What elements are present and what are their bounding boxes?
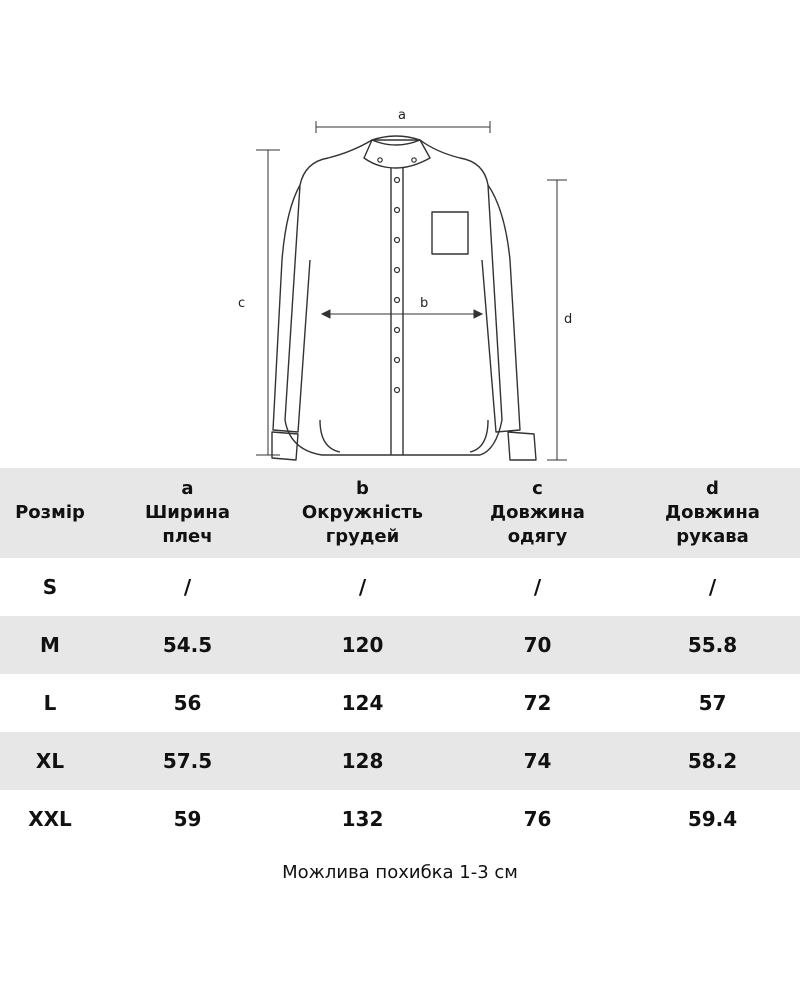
shirt-diagram bbox=[0, 0, 800, 470]
column-title-line1: Довжина bbox=[665, 502, 760, 523]
value-cell-d: 58.2 bbox=[687, 749, 738, 773]
column-header-a bbox=[100, 468, 275, 558]
value-cell-a: 59 bbox=[173, 807, 202, 831]
shirt-drawing bbox=[0, 0, 800, 470]
column-title-line1: Окружність bbox=[301, 502, 424, 523]
column-title-line1: Довжина bbox=[490, 502, 585, 523]
column-header-b bbox=[275, 468, 450, 558]
tolerance-note: Можлива похибка 1-3 см bbox=[282, 862, 518, 883]
value-cell-d: 55.8 bbox=[687, 633, 738, 657]
value-cell-a: 56 bbox=[173, 691, 202, 715]
table-row bbox=[0, 674, 800, 732]
value-cell-b: 128 bbox=[341, 749, 384, 773]
value-cell-a: 54.5 bbox=[162, 633, 213, 657]
table-body bbox=[0, 558, 800, 848]
column-title-line2: рукава bbox=[676, 526, 749, 547]
size-cell: XXL bbox=[28, 807, 72, 831]
value-cell-a: / bbox=[183, 575, 192, 599]
size-cell: S bbox=[42, 575, 58, 599]
value-cell-b: / bbox=[358, 575, 367, 599]
size-cell: M bbox=[40, 633, 60, 657]
column-letter: c bbox=[532, 478, 543, 499]
dimension-label-d: d bbox=[564, 312, 573, 327]
column-letter: d bbox=[706, 478, 719, 499]
column-title-line2: плеч bbox=[162, 526, 213, 547]
value-cell-d: / bbox=[708, 575, 717, 599]
value-cell-d: 59.4 bbox=[687, 807, 738, 831]
table-row bbox=[0, 790, 800, 848]
value-cell-c: 72 bbox=[523, 691, 552, 715]
column-title-line1: Ширина bbox=[145, 502, 230, 523]
value-cell-c: 76 bbox=[523, 807, 552, 831]
table-row bbox=[0, 616, 800, 674]
value-cell-c: 74 bbox=[523, 749, 552, 773]
size-table bbox=[0, 468, 800, 848]
column-header-d bbox=[625, 468, 800, 558]
value-cell-a: 57.5 bbox=[162, 749, 213, 773]
dimension-label-b: b bbox=[420, 296, 429, 311]
value-cell-c: 70 bbox=[523, 633, 552, 657]
value-cell-c: / bbox=[533, 575, 542, 599]
size-cell: XL bbox=[35, 749, 65, 773]
dimension-label-c: c bbox=[238, 296, 246, 311]
value-cell-d: 57 bbox=[698, 691, 727, 715]
column-title-line2: одягу bbox=[507, 526, 568, 547]
column-letter: b bbox=[356, 478, 369, 499]
column-title-line2: грудей bbox=[325, 526, 400, 547]
column-header-c bbox=[450, 468, 625, 558]
table-row bbox=[0, 558, 800, 616]
table-row bbox=[0, 732, 800, 790]
dimension-label-a: a bbox=[398, 108, 406, 123]
value-cell-b: 132 bbox=[341, 807, 384, 831]
value-cell-b: 124 bbox=[341, 691, 384, 715]
size-cell: L bbox=[43, 691, 57, 715]
table-header bbox=[0, 468, 800, 558]
value-cell-b: 120 bbox=[341, 633, 384, 657]
size-column-header: Розмір bbox=[15, 502, 85, 523]
column-letter: a bbox=[181, 478, 194, 499]
